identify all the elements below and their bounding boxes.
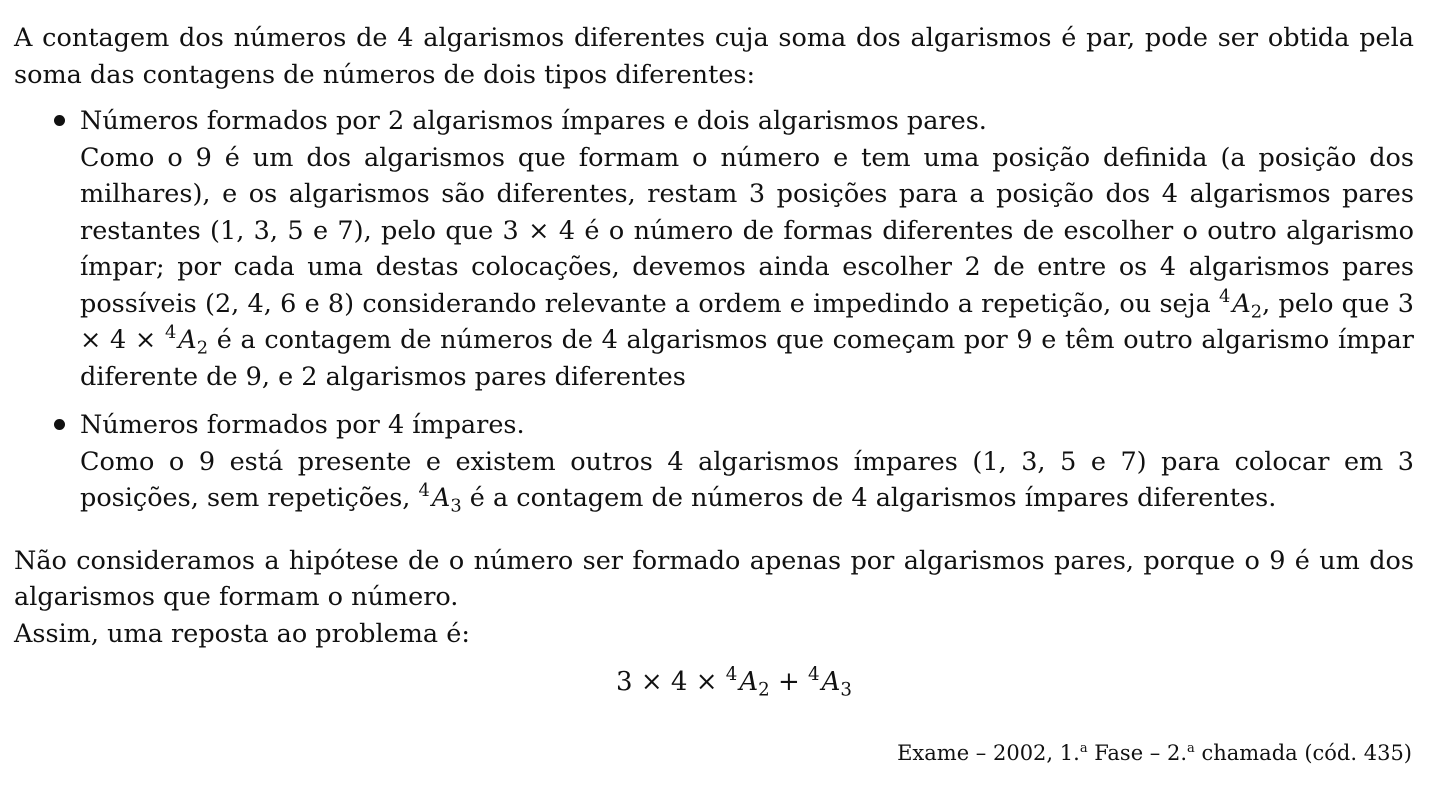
formula-letter: A [178, 325, 197, 355]
formula-letter: A [431, 483, 451, 513]
formula-superscript: 4 [164, 322, 177, 344]
ordinal-indicator: a [1187, 741, 1195, 757]
case-1-product-lead: 3 × 4 × [80, 288, 1414, 355]
bullet-icon [54, 115, 65, 126]
source-text-a: Exame – 2002, 1. [897, 741, 1080, 765]
formula-superscript: 4 [725, 664, 738, 685]
final-answer-formula [54, 662, 1414, 702]
arrangement-formula [164, 322, 209, 359]
arrangement-formula [1219, 285, 1263, 322]
formula-plus-sign: + [769, 667, 809, 697]
list-item-case-2 [14, 407, 1414, 517]
formula-subscript: 3 [840, 679, 852, 701]
case-2-explanation [80, 444, 1414, 517]
source-text-c: chamada (cód. 435) [1194, 741, 1412, 765]
formula-subscript: 2 [196, 337, 209, 359]
case-list [14, 103, 1414, 517]
exam-source-reference [897, 738, 1412, 768]
formula-subscript: 2 [758, 679, 770, 701]
formula-letter: A [1232, 288, 1251, 319]
case-1-text-b: , pelo que [1262, 288, 1398, 319]
closing-paragraph: Não consideramos a hipótese de o número ser formado apenas por algarismos pares, porque o 9 é um dos algarismos que formam o número. [14, 545, 1414, 612]
case-2-title: Números formados por 4 ímpares. [80, 410, 525, 440]
final-formula-lead: 3 × 4 × [616, 667, 726, 697]
formula-superscript: 4 [1219, 285, 1231, 307]
formula-letter: A [821, 667, 841, 697]
formula-subscript: 2 [1250, 300, 1263, 322]
answer-intro: Assim, uma reposta ao problema é: [14, 618, 470, 649]
formula-superscript: 4 [418, 480, 430, 502]
case-2-text-a: Como o 9 está presente e existem outros 4 algarismos ímpares (1, 3, 5 e 7) para colocar em 3 posições, sem repetições, [80, 446, 1414, 513]
case-1-explanation [80, 140, 1414, 396]
arrangement-formula [418, 480, 462, 517]
source-text-b: Fase – 2. [1087, 741, 1188, 765]
case-1-text-c: é a contagem de números de 4 algarismos que começam por 9 e têm outro algarismo ímpar diferente de 9, e 2 algarismos pares diferentes [80, 325, 1414, 392]
case-1-text-a: Como o 9 é um dos algarismos que formam o número e tem uma posição definida (a posição dos milhares), e os algarismos são diferentes, restam 3 posições para a posição dos 4 algarismos pares restantes (1, 3, 5 e 7), pelo que 3 × 4 é o número de formas diferentes de escolher o outro algarismo ímpar; por cada uma destas colocações, devemos ainda escolher 2 de entre os 4 algarismos pares possíveis (2, 4, 6 e 8) considerando relevante a ordem e impedindo a repetição, ou seja [80, 142, 1414, 319]
case-1-title: Números formados por 2 algarismos ímpares e dois algarismos pares. [80, 106, 987, 136]
intro-paragraph: A contagem dos números de 4 algarismos diferentes cuja soma dos algarismos é par, pode ser obtida pela soma das contagens de números de dois tipos diferentes: [14, 23, 1414, 90]
list-item-case-1 [14, 103, 1414, 395]
document-page [14, 20, 1414, 702]
ordinal-indicator: a [1079, 741, 1088, 757]
formula-superscript: 4 [808, 664, 820, 685]
case-2-text-b: é a contagem de números de 4 algarismos ímpares diferentes. [461, 483, 1277, 513]
formula-subscript: 3 [450, 495, 462, 517]
bullet-icon [54, 419, 65, 430]
formula-letter: A [739, 667, 759, 697]
